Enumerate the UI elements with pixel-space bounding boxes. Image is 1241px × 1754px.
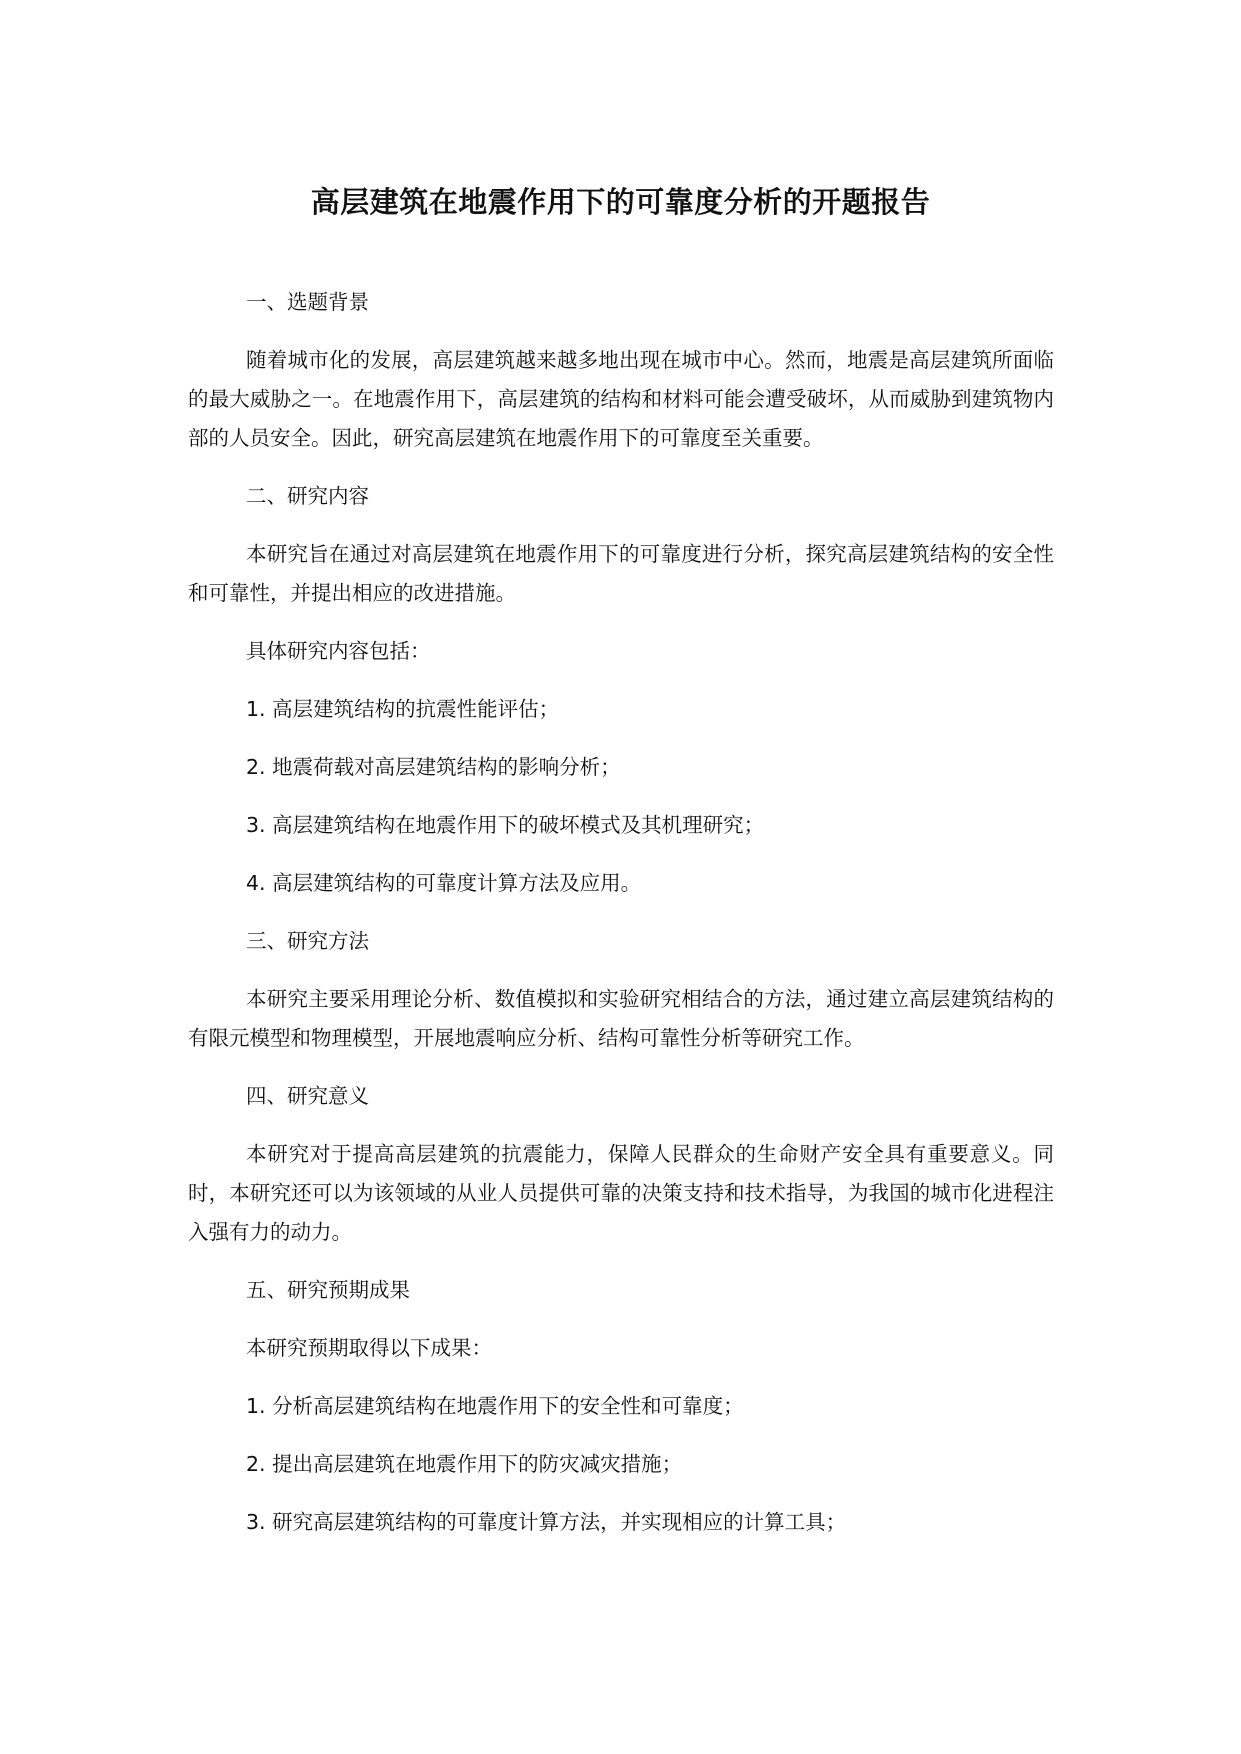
- list-item: 4. 高层建筑结构的可靠度计算方法及应用。: [246, 871, 642, 895]
- outcomes-list-intro: 本研究预期取得以下成果：: [246, 1336, 492, 1360]
- significance-paragraph: 本研究对于提高高层建筑的抗震能力，保障人民群众的生命财产安全具有重要意义。同时，本研究还可以为该领域的从业人员提供可靠的决策支持和技术指导，为我国的城市化进程注入强有力的动力。: [188, 1142, 1054, 1244]
- background-paragraph: 随着城市化的发展，高层建筑越来越多地出现在城市中心。然而，地震是高层建筑所面临的最大威胁之一。在地震作用下，高层建筑的结构和材料可能会遭受破坏，从而威胁到建筑物内部的人员安全。因此，研究高层建筑在地震作用下的可靠度至关重要。: [188, 348, 1054, 450]
- list-item: 3. 高层建筑结构在地震作用下的破坏模式及其机理研究；: [246, 813, 765, 837]
- section-heading-content: 二、研究内容: [246, 484, 369, 508]
- list-item: 2. 提出高层建筑在地震作用下的防灾减灾措施；: [246, 1452, 683, 1476]
- document-body: [188, 283, 1054, 1561]
- list-item: 1. 高层建筑结构的抗震性能评估；: [246, 697, 560, 721]
- list-item: 2. 地震荷载对高层建筑结构的影响分析；: [246, 755, 621, 779]
- list-item: 1. 分析高层建筑结构在地震作用下的安全性和可靠度；: [246, 1394, 744, 1418]
- method-paragraph: 本研究主要采用理论分析、数值模拟和实验研究相结合的方法，通过建立高层建筑结构的有限元模型和物理模型，开展地震响应分析、结构可靠性分析等研究工作。: [188, 987, 1054, 1050]
- document-title: 高层建筑在地震作用下的可靠度分析的开题报告: [310, 185, 931, 219]
- list-item: 3. 研究高层建筑结构的可靠度计算方法，并实现相应的计算工具；: [246, 1510, 847, 1534]
- section-heading-method: 三、研究方法: [246, 929, 369, 953]
- content-paragraph: 本研究旨在通过对高层建筑在地震作用下的可靠度进行分析，探究高层建筑结构的安全性和可靠性，并提出相应的改进措施。: [188, 542, 1054, 605]
- section-heading-outcomes: 五、研究预期成果: [246, 1278, 410, 1302]
- section-heading-background: 一、选题背景: [246, 290, 369, 314]
- content-list-intro: 具体研究内容包括：: [246, 639, 431, 663]
- section-heading-significance: 四、研究意义: [246, 1084, 369, 1108]
